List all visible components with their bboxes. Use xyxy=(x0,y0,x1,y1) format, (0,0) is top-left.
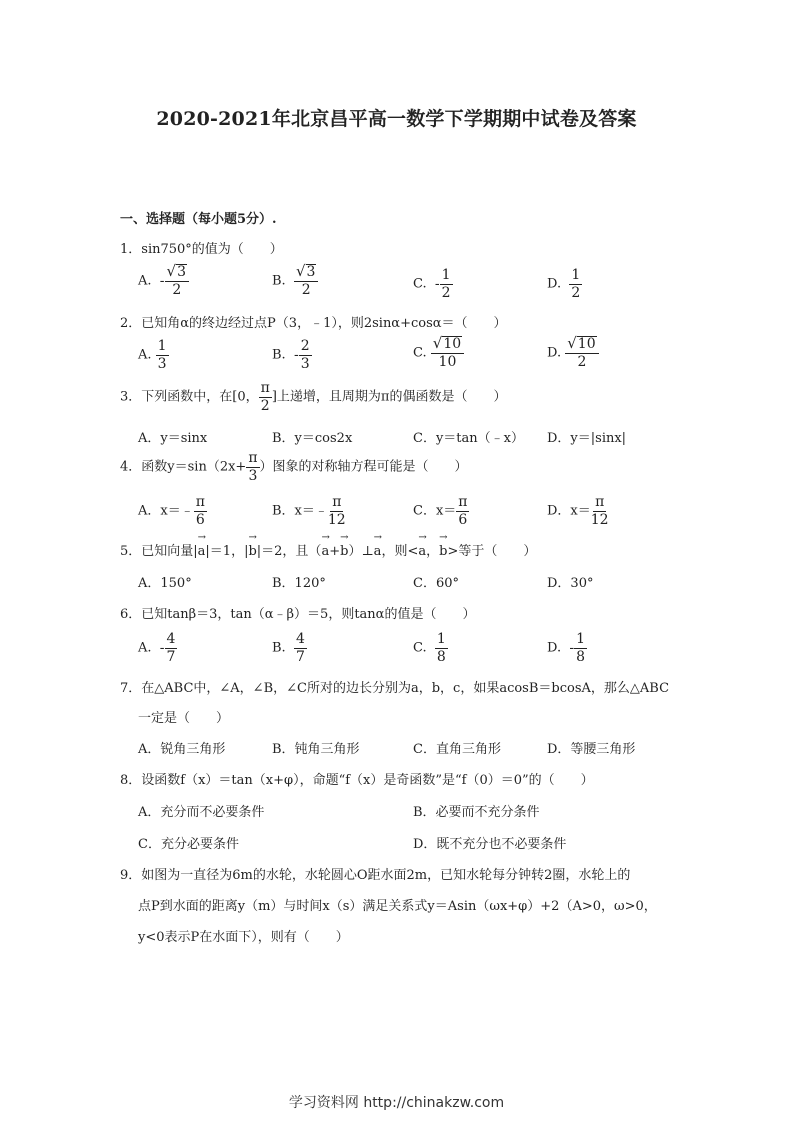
question-8-stem: 8．设函数f（x）＝tan（x+φ），命题“f（x）是奇函数”是“f（0）＝0”的（ ） xyxy=(120,773,594,788)
q6-option-d: D. - $\frac{1}{8}$ xyxy=(547,631,586,665)
q2-option-c: C. √ 10 10 xyxy=(413,336,464,370)
q6-option-a: A. - $\frac{4}{7}$ xyxy=(138,631,176,665)
question-3-stem: 3．下列函数中，在[0， $\frac{\pi}{2}$ ]上递增，且周期为π的偶函数是（ ） xyxy=(120,380,507,414)
question-5-stem: 5．已知向量|→ a|＝1，|→ b|＝2，且（→ a+→ b）⊥→ a，则<→ a，→ b>等于（ ） xyxy=(120,540,536,559)
q7-option-b: B．钝角三角形 xyxy=(272,742,360,757)
q5-option-b: B．120° xyxy=(272,576,326,591)
vector-a: → a xyxy=(198,540,206,559)
q2-option-b: B. - $\frac{2}{3}$ xyxy=(272,338,310,372)
page-title: 2020-2021年北京昌平高一数学下学期期中试卷及答案 xyxy=(156,108,637,130)
q7-option-a: A．锐角三角形 xyxy=(138,742,226,757)
q4-option-d: D．x＝ $\frac{\pi}{12}$ xyxy=(547,494,609,528)
q8-option-c: C．充分必要条件 xyxy=(138,837,239,852)
q5-option-a: A．150° xyxy=(138,576,192,591)
q5-option-c: C．60° xyxy=(413,576,459,591)
question-9-line-3: y<0表示P在水面下），则有（ ） xyxy=(138,930,349,945)
q4-option-b: B．x＝﹣ $\frac{\pi}{12}$ xyxy=(272,494,346,528)
q1-option-d: D. $\frac{1}{2}$ xyxy=(547,267,581,301)
question-4-stem: 4．函数y＝sin（2x+ $\frac{\pi}{3}$ ）图象的对称轴方程可能是（ ） xyxy=(120,450,468,484)
q8-option-a: A．充分而不必要条件 xyxy=(138,805,265,820)
q2-option-a: A. $\frac{1}{3}$ xyxy=(138,338,167,372)
q1-option-c: C. - $\frac{1}{2}$ xyxy=(413,267,451,301)
question-1-stem: 1．sin750°的值为（ ） xyxy=(120,242,283,257)
q4-option-c: C．x＝ $\frac{\pi}{6}$ xyxy=(413,494,468,528)
q7-option-d: D．等腰三角形 xyxy=(547,742,636,757)
q3-option-b: B．y＝cos2x xyxy=(272,431,353,446)
question-9-line-1: 9．如图为一直径为6m的水轮，水轮圆心O距水面2m，已知水轮每分钟转2圈，水轮上的 xyxy=(120,868,631,883)
q7-option-c: C．直角三角形 xyxy=(413,742,501,757)
q5-option-d: D．30° xyxy=(547,576,594,591)
q3-option-a: A．y＝sinx xyxy=(138,431,208,446)
question-2-stem: 2．已知角α的终边经过点P（3，﹣1），则2sinα+cosα＝（ ） xyxy=(120,316,507,331)
question-6-stem: 6．已知tanβ＝3，tan（α﹣β）＝5，则tanα的值是（ ） xyxy=(120,607,476,622)
q2-option-d: D. √ 10 2 xyxy=(547,336,599,370)
q8-option-d: D．既不充分也不必要条件 xyxy=(413,837,567,852)
q6-option-c: C. $\frac{1}{8}$ xyxy=(413,631,446,665)
question-9-line-2: 点P到水面的距离y（m）与时间x（s）满足关系式y＝Asin（ωx+φ）+2（A>0，ω>0， xyxy=(138,899,657,914)
q3-option-c: C．y＝tan（﹣x） xyxy=(413,431,524,446)
q3-option-d: D．y＝|sinx| xyxy=(547,431,627,446)
q4-option-a: A．x＝﹣ $\frac{\pi}{6}$ xyxy=(138,494,205,528)
q6-option-b: B. $\frac{4}{7}$ xyxy=(272,631,305,665)
q1-option-b: B. √ 3 2 xyxy=(272,264,318,298)
vector-b: → b xyxy=(248,540,256,559)
footer-watermark[interactable]: 学习资料网 http://chinakzw.com xyxy=(288,1095,505,1111)
question-7-stem-line-1: 7．在△ABC中，∠A，∠B，∠C所对的边长分别为a，b，c，如果acosB＝bcosA，那么△ABC xyxy=(120,681,670,696)
q1-option-a: A. - √ 3 2 xyxy=(138,264,189,298)
section-heading: 一、选择题（每小题5分）. xyxy=(120,212,277,227)
question-7-stem-line-2: 一定是（ ） xyxy=(138,711,230,726)
q8-option-b: B．必要而不充分条件 xyxy=(413,805,540,820)
